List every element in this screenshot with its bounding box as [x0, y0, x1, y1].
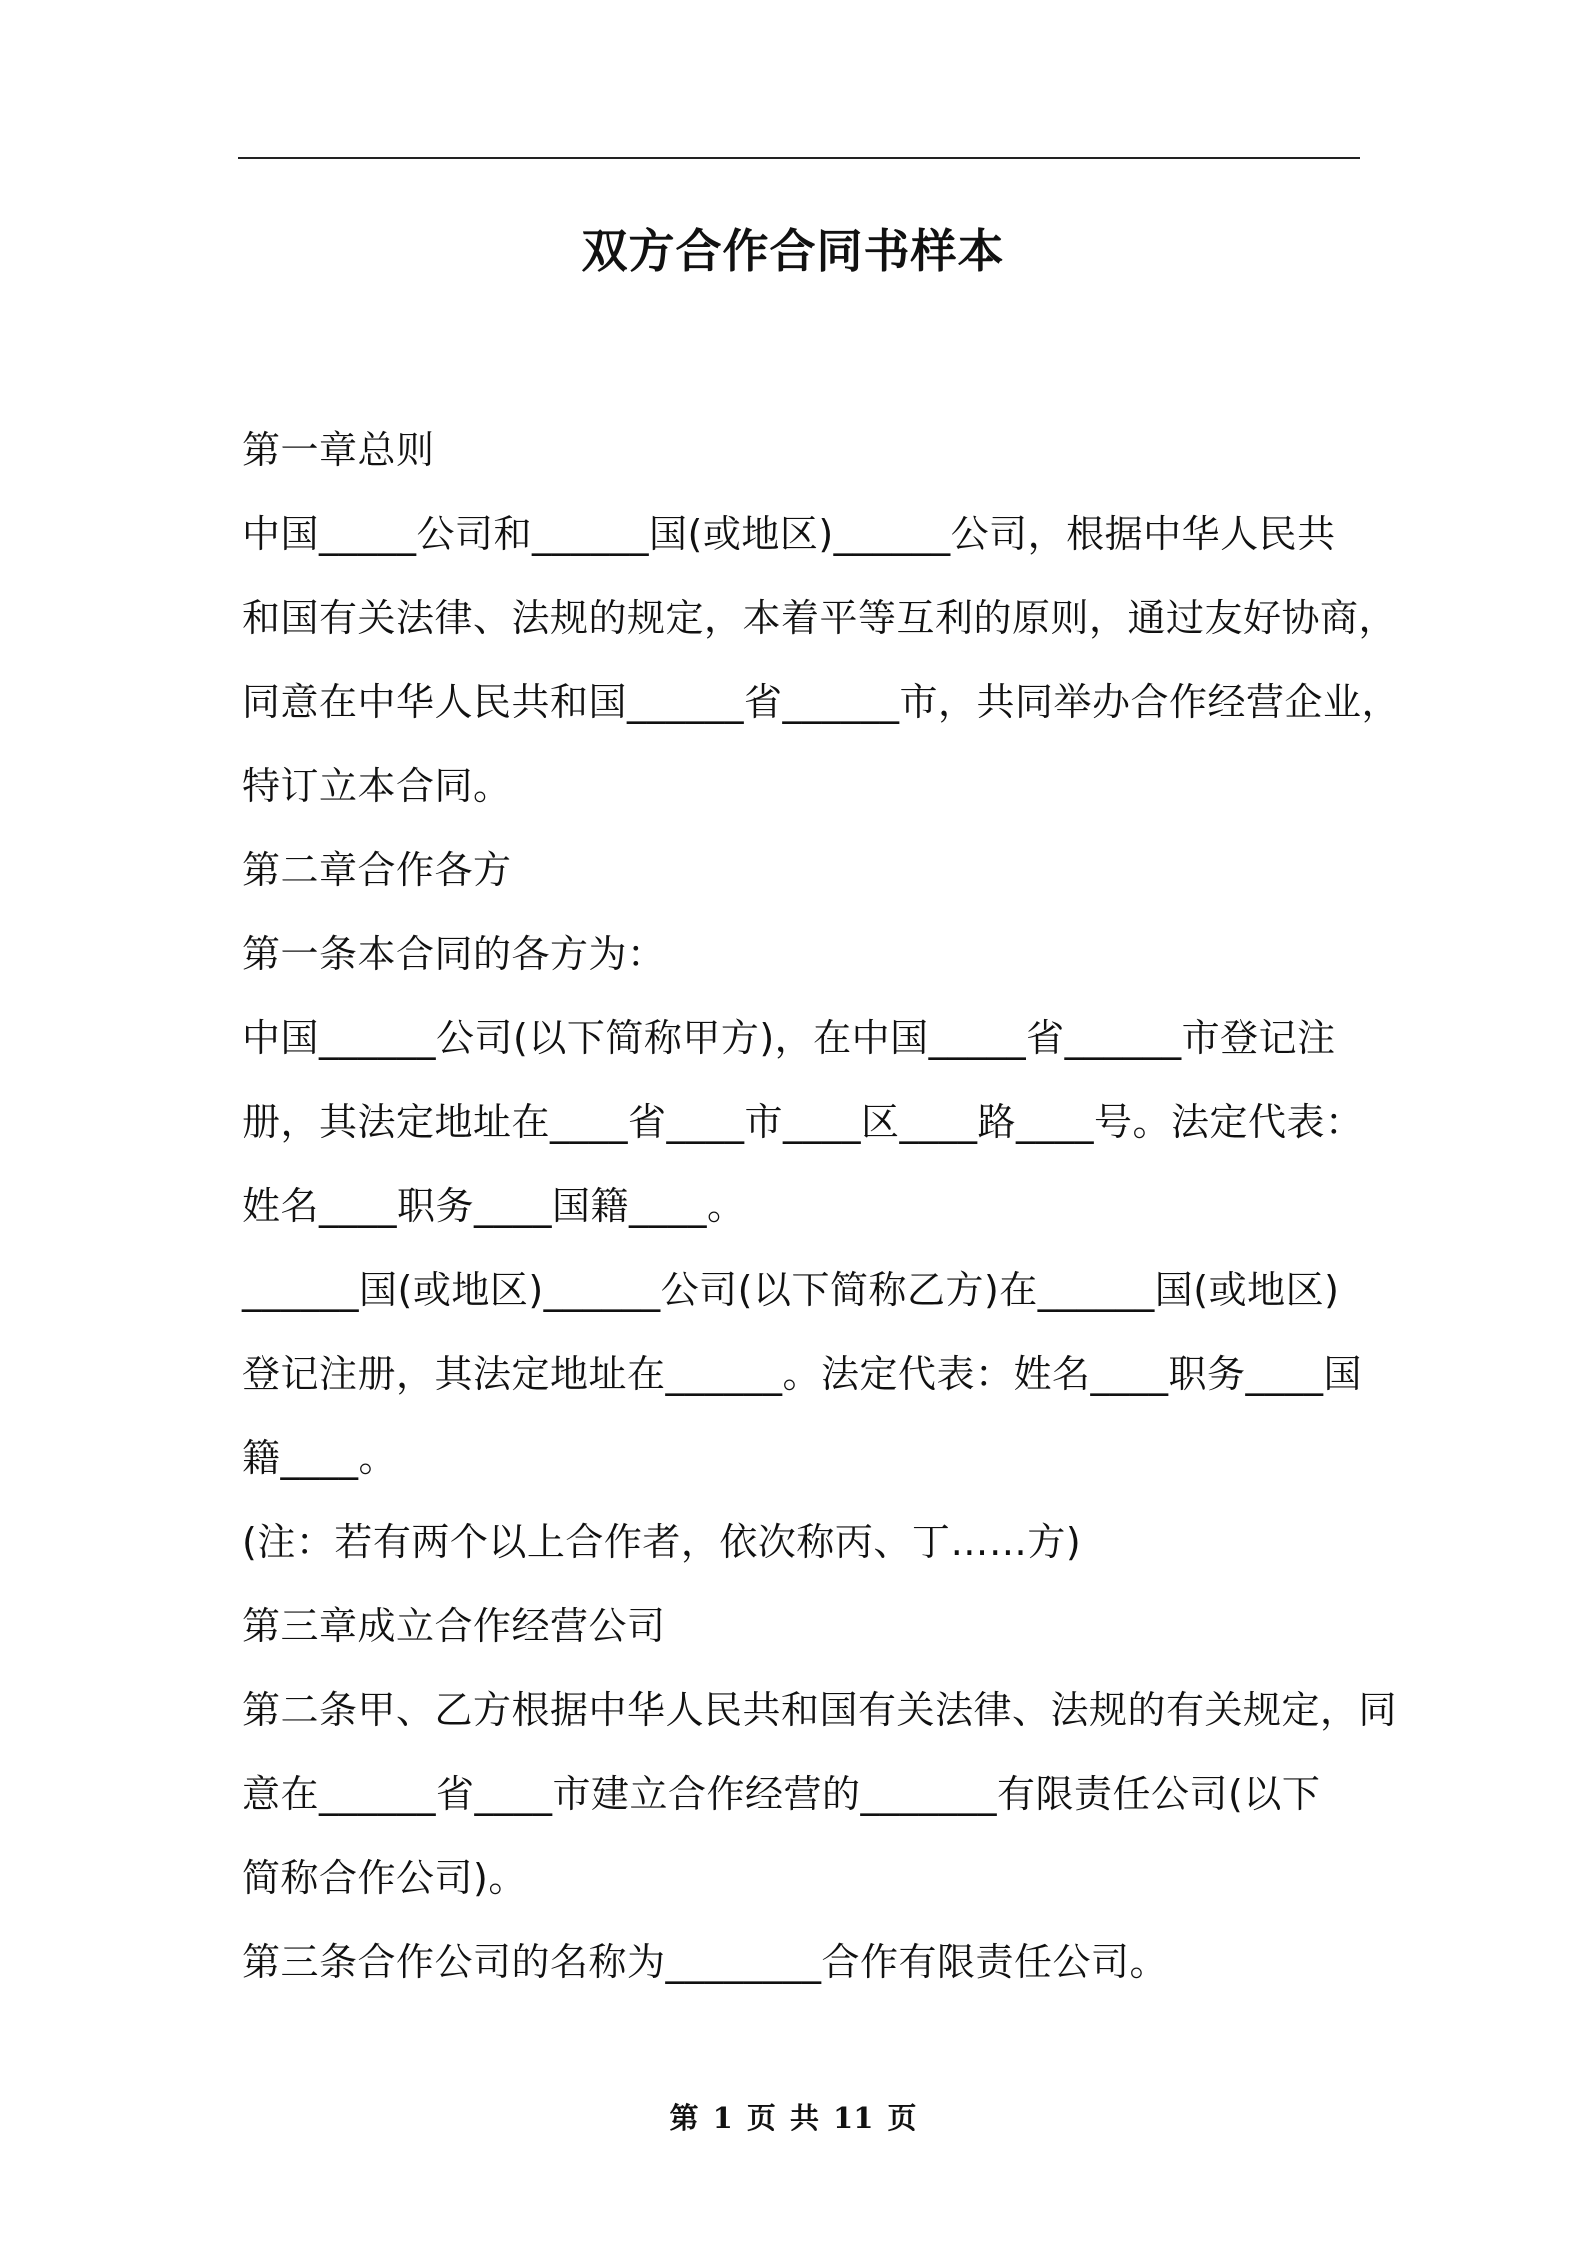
article-line: 第二条甲、乙方根据中华人民共和国有关法律、法规的有关规定，同	[242, 1688, 1398, 1732]
paragraph-line: 姓名____职务____国籍____。	[242, 1184, 746, 1228]
paragraph-line: 中国______公司(以下简称甲方)，在中国_____省______市登记注	[242, 1016, 1336, 1060]
paragraph-line: 同意在中华人民共和国______省______市，共同举办合作经营企业，	[242, 680, 1401, 724]
paragraph-line: 简称合作公司)。	[242, 1856, 527, 1900]
document-title: 双方合作合同书样本	[581, 224, 1005, 278]
chapter-heading: 第三章成立合作经营公司	[242, 1604, 666, 1648]
paragraph-line: ______国(或地区)______公司(以下简称乙方)在______国(或地区)	[242, 1268, 1340, 1312]
chapter-heading: 第二章合作各方	[242, 848, 512, 892]
paragraph-line: 意在______省____市建立合作经营的_______有限责任公司(以下	[242, 1772, 1321, 1816]
paragraph-line: 特订立本合同。	[242, 764, 512, 808]
article-line: 第一条本合同的各方为：	[242, 932, 666, 976]
page-number: 第 1 页 共 11 页	[669, 2101, 917, 2135]
header-rule	[238, 157, 1360, 159]
paragraph-line: 登记注册，其法定地址在______。法定代表：姓名____职务____国	[242, 1352, 1363, 1396]
note-line: (注：若有两个以上合作者，依次称丙、丁……方)	[242, 1520, 1082, 1564]
paragraph-line: 中国_____公司和______国(或地区)______公司，根据中华人民共	[242, 512, 1336, 556]
article-line: 第三条合作公司的名称为________合作有限责任公司。	[242, 1940, 1169, 1984]
chapter-heading: 第一章总则	[242, 428, 435, 472]
paragraph-line: 和国有关法律、法规的规定，本着平等互利的原则，通过友好协商，	[242, 596, 1398, 640]
paragraph-line: 册，其法定地址在____省____市____区____路____号。法定代表：	[242, 1100, 1364, 1144]
document-body	[242, 408, 1401, 2004]
paragraph-line: 籍____。	[242, 1436, 398, 1480]
